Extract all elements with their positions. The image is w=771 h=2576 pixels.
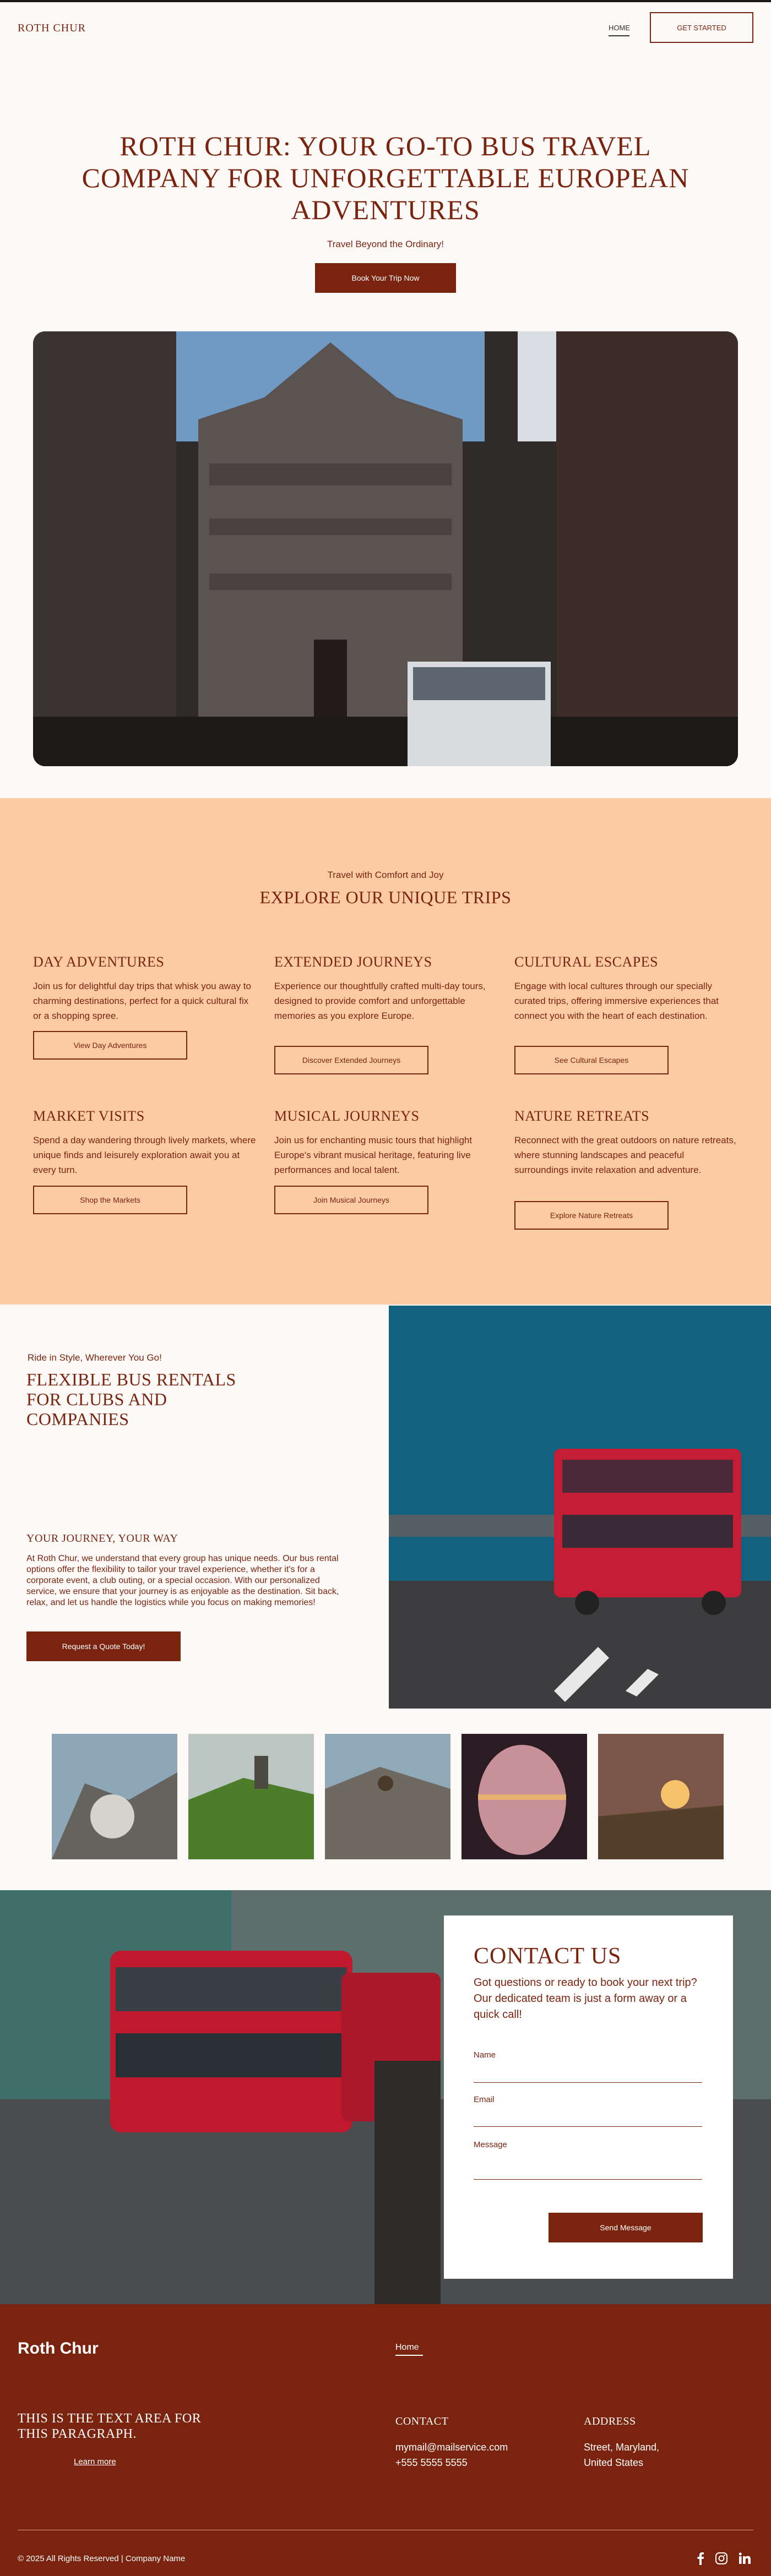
top-border <box>0 0 771 2</box>
trip-desc-musical-journeys: Join us for enchanting music tours that highlight Europe's vibrant musical heritage, featuring live performances and local talent. <box>274 1135 473 1175</box>
hero-title: ROTH CHUR: YOUR GO-TO BUS TRAVEL COMPANY FOR UNFORGETTABLE EUROPEAN ADVENTURES <box>82 130 689 225</box>
trip-desc-extended-journeys: Experience our thoughtfully crafted multi-day tours, designed to provide comfort and unforgettable memories as you explore Europe. <box>274 981 486 1021</box>
contact-intro: Got questions or ready to book your next trip? Our dedicated team is just a form away or a quick call! <box>474 1977 697 2021</box>
footer-address-heading: ADDRESS <box>584 2415 636 2427</box>
discover-extended-journeys-button[interactable]: Discover Extended Journeys <box>274 1046 428 1074</box>
hero-building-image <box>33 331 738 766</box>
trip-title-day-adventures: DAY ADVENTURES <box>33 954 165 970</box>
name-input[interactable] <box>474 2061 702 2083</box>
gallery-image-rocks <box>52 1734 177 1859</box>
linkedin-icon[interactable] <box>738 2552 751 2565</box>
instagram-icon[interactable] <box>715 2552 728 2565</box>
footer-brand[interactable]: Roth Chur <box>18 2339 99 2357</box>
trip-desc-market-visits: Spend a day wandering through lively markets, where unique finds and leisurely exploration await you at every turn. <box>33 1135 256 1175</box>
red-double-decker-image <box>389 1306 771 1709</box>
gallery-image-hills <box>188 1734 314 1859</box>
trip-title-nature-retreats: NATURE RETREATS <box>514 1108 650 1124</box>
trip-title-extended-journeys: EXTENDED JOURNEYS <box>274 954 432 970</box>
shop-the-markets-button[interactable]: Shop the Markets <box>33 1186 187 1214</box>
request-quote-button[interactable]: Request a Quote Today! <box>26 1631 181 1661</box>
footer-email[interactable]: mymail@mailservice.com <box>395 2442 508 2453</box>
email-label: Email <box>474 2095 495 2104</box>
rentals-eyebrow: Ride in Style, Wherever You Go! <box>28 1352 162 1363</box>
rentals-subheading: YOUR JOURNEY, YOUR WAY <box>26 1532 178 1544</box>
hero-subtitle: Travel Beyond the Ordinary! <box>327 239 444 249</box>
name-label: Name <box>474 2050 496 2060</box>
trip-title-cultural-escapes: CULTURAL ESCAPES <box>514 954 659 970</box>
facebook-icon[interactable] <box>695 2552 706 2565</box>
footer-contact-heading: CONTACT <box>395 2415 449 2427</box>
trips-eyebrow: Travel with Comfort and Joy <box>327 870 444 880</box>
footer-phone[interactable]: +555 5555 5555 <box>395 2457 468 2468</box>
trips-heading: EXPLORE OUR UNIQUE TRIPS <box>259 887 512 907</box>
footer-nav-underline <box>395 2355 423 2356</box>
send-message-button[interactable]: Send Message <box>549 2213 703 2242</box>
footer-nav-home[interactable]: Home <box>395 2343 419 2352</box>
explore-nature-retreats-button[interactable]: Explore Nature Retreats <box>514 1201 669 1230</box>
message-input[interactable] <box>474 2150 702 2180</box>
view-day-adventures-button[interactable]: View Day Adventures <box>33 1031 187 1060</box>
rentals-body: At Roth Chur, we understand that every group has unique needs. Our bus rental options offer the flexibility to tailor your travel experience, whether it's for a corporate event, a club outing, or a special occasion. With our personalized service, we ensure that your journey is as enjoyable as the destination. Sit back, relax, and let us handle the logistics while you focus on making memories! <box>26 1554 339 1607</box>
nav-active-underline <box>609 35 629 36</box>
footer-copyright: © 2025 All Rights Reserved | Company Name <box>18 2554 186 2563</box>
trip-desc-cultural-escapes: Engage with local cultures through our specially curated trips, offering immersive experiences that connect you with the heart of each destination. <box>514 981 719 1021</box>
email-input[interactable] <box>474 2105 702 2127</box>
footer-learn-more-link[interactable]: Learn more <box>74 2457 116 2466</box>
gallery-image-airplane-window <box>461 1734 587 1859</box>
trip-desc-day-adventures: Join us for delightful day trips that whisk you away to charming destinations, perfect for a quick cultural fix or a shopping spree. <box>33 981 251 1021</box>
footer-address-line2: United States <box>584 2457 644 2468</box>
nav-home-link[interactable]: HOME <box>609 24 630 32</box>
trip-title-market-visits: MARKET VISITS <box>33 1108 145 1124</box>
book-trip-button[interactable]: Book Your Trip Now <box>315 263 456 293</box>
join-musical-journeys-button[interactable]: Join Musical Journeys <box>274 1186 428 1214</box>
rentals-heading: FLEXIBLE BUS RENTALS FOR CLUBS AND COMPANIES <box>26 1369 236 1429</box>
trip-desc-nature-retreats: Reconnect with the great outdoors on nature retreats, where stunning landscapes and peaceful surroundings invite relaxation and adventure. <box>514 1135 736 1175</box>
message-label: Message <box>474 2140 507 2149</box>
get-started-button[interactable]: GET STARTED <box>650 12 753 43</box>
contact-heading: CONTACT US <box>474 1944 622 1969</box>
footer-address-line1: Street, Maryland, <box>584 2442 660 2453</box>
brand-logo[interactable]: ROTH CHUR <box>18 22 86 34</box>
gallery-image-sunset <box>598 1734 724 1859</box>
footer-text-area: THIS IS THE TEXT AREA FOR THIS PARAGRAPH. <box>18 2411 202 2441</box>
see-cultural-escapes-button[interactable]: See Cultural Escapes <box>514 1046 669 1074</box>
trip-title-musical-journeys: MUSICAL JOURNEYS <box>274 1108 420 1124</box>
gallery-image-hiker <box>325 1734 450 1859</box>
